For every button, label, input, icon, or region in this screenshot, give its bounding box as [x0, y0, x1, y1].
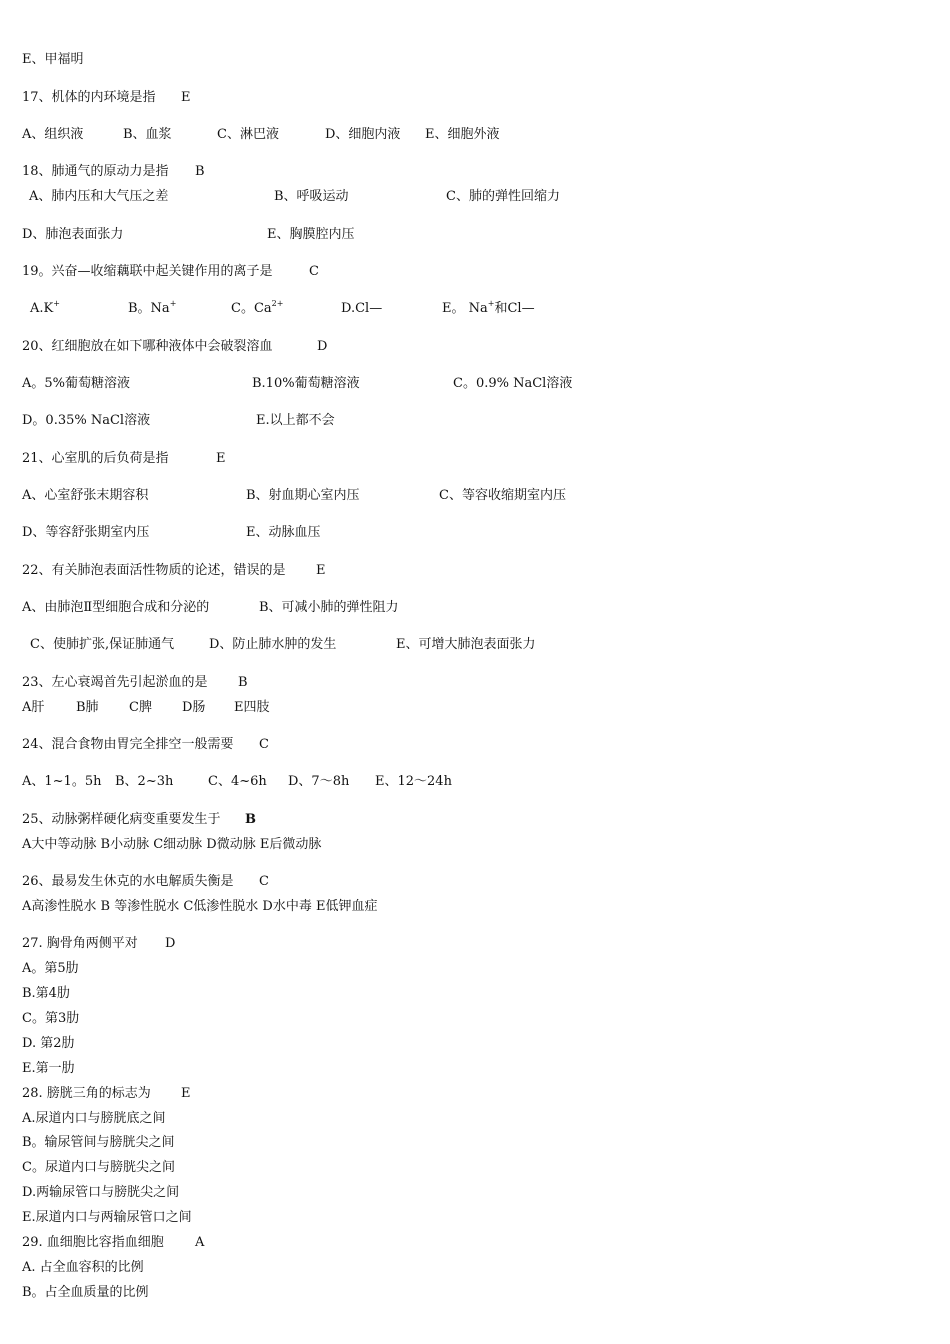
option-text: E四肢 — [234, 700, 270, 715]
options-line — [0, 374, 950, 394]
question-line — [0, 561, 950, 581]
options-line — [0, 835, 950, 855]
option-text: A、由肺泡Ⅱ型细胞合成和分泌的 — [22, 600, 210, 615]
option-line — [0, 50, 950, 70]
option-text: B.第4肋 — [22, 986, 70, 1001]
option-text: D. 第2肋 — [22, 1036, 75, 1051]
answer-text: D — [165, 936, 176, 951]
question-line — [0, 88, 950, 108]
answer-text: B — [245, 812, 256, 827]
option-text: B。输尿管间与膀胱尖之间 — [22, 1135, 175, 1150]
option-text: C。尿道内口与膀胱尖之间 — [22, 1160, 175, 1175]
option-text: E、可增大肺泡表面张力 — [396, 637, 536, 652]
option-line — [0, 984, 950, 1004]
option-text: D、防止肺水肿的发生 — [209, 637, 337, 652]
options-line — [0, 125, 950, 145]
option-text: E.尿道内口与两输尿管口之间 — [22, 1210, 192, 1225]
answer-text: A — [195, 1235, 205, 1250]
option-text: A、组织液 — [22, 127, 84, 142]
option-text: C。$Ca^{2+}$ — [231, 299, 284, 316]
question-line — [0, 337, 950, 357]
answer-text: C — [259, 737, 269, 752]
question-text: 26、最易发生休克的水电解质失衡是 — [22, 874, 234, 889]
option-text: B。Na+ — [128, 299, 177, 316]
options-line — [0, 897, 950, 917]
option-text: B、2~3h — [115, 774, 174, 789]
option-text: C。0.9% NaCl溶液 — [453, 376, 573, 391]
question-line — [0, 872, 950, 892]
option-text: B、呼吸运动 — [274, 189, 349, 204]
option-text: E、动脉血压 — [246, 525, 321, 540]
options-line — [0, 187, 950, 207]
options-line — [0, 698, 950, 718]
question-text: 25、动脉粥样硬化病变重要发生于 — [22, 812, 221, 827]
question-line — [0, 934, 950, 954]
answer-text: E — [181, 1086, 191, 1101]
option-line — [0, 959, 950, 979]
option-text: A高渗性脱水 B 等渗性脱水 C低渗性脱水 D水中毒 E低钾血症 — [22, 899, 378, 914]
option-line — [0, 1009, 950, 1029]
option-text: B、射血期心室内压 — [246, 488, 360, 503]
option-text: C、4~6h — [208, 774, 267, 789]
option-text: B。占全血质量的比例 — [22, 1285, 149, 1300]
option-text: A大中等动脉 B小动脉 C细动脉 D微动脉 E后微动脉 — [22, 837, 322, 852]
option-line — [0, 1258, 950, 1278]
options-line — [0, 486, 950, 506]
option-text: A肝 — [22, 700, 45, 715]
question-text: 28. 膀胱三角的标志为 — [22, 1086, 151, 1101]
option-text: B肺 — [76, 700, 99, 715]
option-text: D、等容舒张期室内压 — [22, 525, 150, 540]
option-text: E.以上都不会 — [256, 413, 335, 428]
option-line — [0, 1158, 950, 1178]
options-line — [0, 411, 950, 431]
option-text: D.两输尿管口与膀胱尖之间 — [22, 1185, 180, 1200]
question-line — [0, 1084, 950, 1104]
options-line — [0, 225, 950, 245]
option-text: C、等容收缩期室内压 — [439, 488, 566, 503]
question-line — [0, 262, 950, 282]
option-line — [0, 1283, 950, 1303]
option-text: C、肺的弹性回缩力 — [446, 189, 560, 204]
option-text: E.第一肋 — [22, 1061, 75, 1076]
option-text: C、淋巴液 — [217, 127, 279, 142]
option-text: C脾 — [129, 700, 152, 715]
answer-text: E — [181, 90, 191, 105]
answer-text: B — [195, 164, 205, 179]
answer-text: D — [317, 339, 328, 354]
option-text: A。第5肋 — [22, 961, 79, 976]
option-text: C、使肺扩张,保证肺通气 — [30, 637, 175, 652]
option-line — [0, 1183, 950, 1203]
options-line — [0, 635, 950, 655]
question-line — [0, 449, 950, 469]
option-text: B.10%葡萄糖溶液 — [252, 376, 360, 391]
option-text: D、肺泡表面张力 — [22, 227, 124, 242]
answer-text: B — [238, 675, 248, 690]
option-text: C。第3肋 — [22, 1011, 80, 1026]
question-line — [0, 673, 950, 693]
question-line — [0, 162, 950, 182]
option-line — [0, 1059, 950, 1079]
question-text: 20、红细胞放在如下哪种液体中会破裂溶血 — [22, 339, 273, 354]
question-text: 17、机体的内环境是指 — [22, 90, 156, 105]
option-text: D肠 — [182, 700, 206, 715]
answer-text: E — [316, 563, 326, 578]
question-text: 21、心室肌的后负荷是指 — [22, 451, 169, 466]
question-line — [0, 735, 950, 755]
option-line — [0, 1133, 950, 1153]
option-text: B、血浆 — [123, 127, 172, 142]
question-text: 23、左心衰竭首先引起淤血的是 — [22, 675, 208, 690]
question-line — [0, 810, 950, 830]
options-line — [0, 523, 950, 543]
option-text: E、细胞外液 — [425, 127, 500, 142]
answer-text: C — [259, 874, 269, 889]
options-line — [0, 772, 950, 792]
option-text: E、胸膜腔内压 — [267, 227, 355, 242]
option-text: A。5%葡萄糖溶液 — [22, 376, 131, 391]
option-text: B、可减小肺的弹性阻力 — [259, 600, 399, 615]
option-line — [0, 1109, 950, 1129]
option-text: D.Cl— — [341, 301, 383, 316]
question-line — [0, 1233, 950, 1253]
option-text: A.尿道内口与膀胱底之间 — [22, 1111, 166, 1126]
question-text: 24、混合食物由胃完全排空一般需要 — [22, 737, 234, 752]
option-text: E、甲福明 — [22, 52, 84, 67]
option-text: A、1~1。5h — [22, 774, 102, 789]
option-text: D、细胞内液 — [325, 127, 401, 142]
question-text: 22、有关肺泡表面活性物质的论述，错误的是 — [22, 563, 286, 578]
option-text: E。 Na+和Cl— — [442, 299, 535, 316]
question-text: 19。兴奋—收缩藕联中起关键作用的离子是 — [22, 264, 273, 279]
options-line — [0, 299, 950, 319]
question-text: 27. 胸骨角两侧平对 — [22, 936, 138, 951]
option-text: A、肺内压和大气压之差 — [29, 189, 169, 204]
option-text: D、7～8h — [288, 774, 350, 789]
option-line — [0, 1034, 950, 1054]
question-text: 29. 血细胞比容指血细胞 — [22, 1235, 164, 1250]
answer-text: E — [216, 451, 226, 466]
options-line — [0, 598, 950, 618]
question-text: 18、肺通气的原动力是指 — [22, 164, 169, 179]
option-text: D。0.35% NaCl溶液 — [22, 413, 151, 428]
option-text: E、12～24h — [375, 774, 452, 789]
option-text: A. 占全血容积的比例 — [22, 1260, 144, 1275]
option-text: A、心室舒张末期容积 — [22, 488, 149, 503]
answer-text: C — [309, 264, 319, 279]
option-line — [0, 1208, 950, 1228]
option-text: A.K+ — [30, 299, 60, 316]
